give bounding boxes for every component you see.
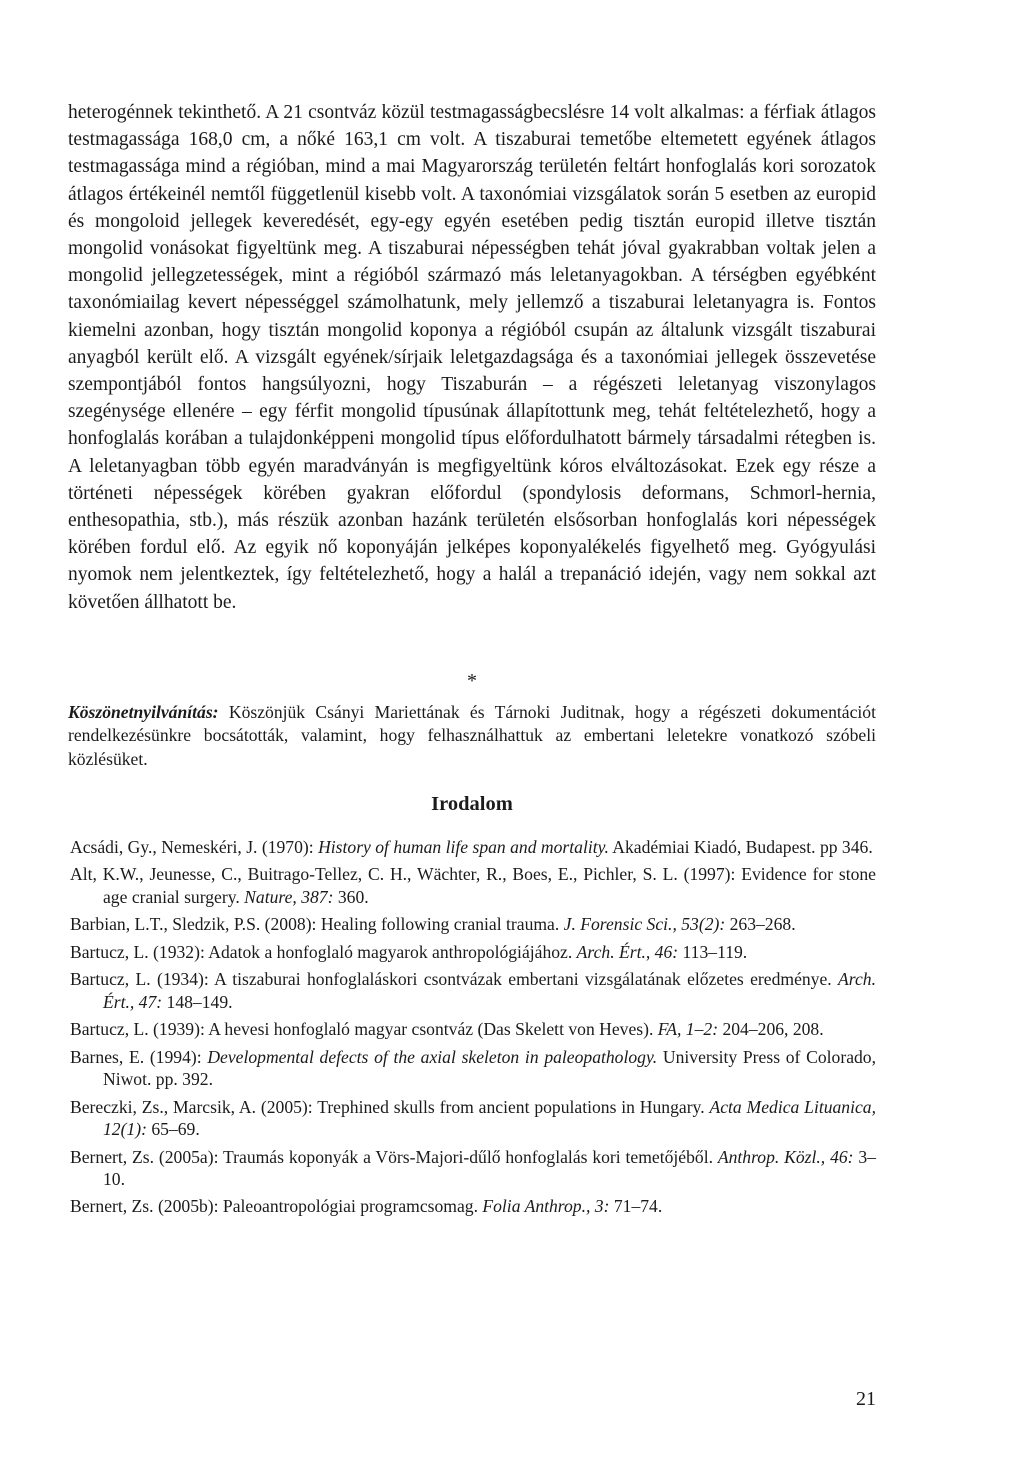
reference-text: University Press of Colorado, Niwot. pp. 392. [103, 1046, 876, 1090]
reference-item [70, 1046, 876, 1091]
references-list [70, 836, 876, 1218]
reference-item [70, 1195, 876, 1218]
reference-text: Bereczki, Zs., Marcsik, A. (2005): Trephined skulls from ancient populations in Hungary. [70, 1096, 710, 1117]
reference-text: 148–149. [162, 991, 233, 1012]
reference-text: 65–69. [146, 1119, 200, 1140]
reference-text: Barnes, E. (1994): [70, 1046, 208, 1067]
reference-italic: FA, 1–2: [657, 1019, 719, 1040]
reference-text: Bernert, Zs. (2005b): Paleoantropológiai programcsomag. [70, 1196, 483, 1217]
reference-italic: Arch. Ért., 46: [576, 941, 679, 962]
reference-item [70, 968, 876, 1013]
reference-item [70, 1018, 876, 1041]
reference-italic: Acta Medica Lituanica, 12(1): [103, 1096, 877, 1140]
reference-item [70, 863, 876, 908]
reference-item [70, 941, 876, 964]
reference-italic: Nature, 387: [244, 886, 334, 907]
reference-text: Bartucz, L. (1939): A hevesi honfoglaló magyar csontváz (Das Skelett von Heves). [70, 1019, 658, 1040]
reference-text: Bernert, Zs. (2005a): Traumás koponyák a Vörs-Majori-dűlő honfoglalás kori temetőjéből. [70, 1146, 718, 1167]
acknowledgement-text: Köszönjük Csányi Mariettának és Tárnoki Juditnak, hogy a régészeti dokumentációt rendelkezésünkre bocsátották, valamint, hogy felhasználhattuk az embertani leletekre vonatkozó szóbeli közlésüket. [68, 702, 876, 769]
acknowledgement-label: Köszönetnyilvánítás: [68, 702, 219, 722]
reference-text: 263–268. [725, 914, 796, 935]
reference-item [70, 836, 876, 859]
page-number: 21 [856, 1388, 876, 1410]
reference-item [70, 1146, 876, 1191]
reference-text: 71–74. [609, 1196, 663, 1217]
reference-italic: History of human life span and mortality. [318, 837, 609, 857]
reference-text: Alt, K.W., Jeunesse, C., Buitrago-Tellez, C. H., Wächter, R., Boes, E., Pichler, S. L. (1997): Evidence for stone age cranial surgery. [70, 864, 876, 907]
reference-text: Acsádi, Gy., Nemeskéri, J. (1970): [70, 837, 319, 857]
reference-italic: Developmental defects of the axial skeleton in paleopathology. [207, 1046, 658, 1067]
reference-italic: Anthrop. Közl., 46: [717, 1146, 854, 1167]
reference-italic: J. Forensic Sci., 53(2): [563, 914, 726, 935]
reference-text: 204–206, 208. [718, 1019, 824, 1040]
reference-item [70, 913, 876, 936]
reference-text: Bartucz, L. (1932): Adatok a honfoglaló magyarok anthropológiájához. [70, 941, 577, 962]
reference-text: Barbian, L.T., Sledzik, P.S. (2008): Healing following cranial trauma. [70, 914, 564, 935]
references-heading: Irodalom [431, 793, 513, 815]
reference-text: 113–119. [678, 941, 748, 962]
section-separator: * [467, 670, 477, 692]
reference-text: Akadémiai Kiadó, Budapest. pp 346. [608, 837, 873, 857]
reference-text: 360. [333, 886, 369, 907]
reference-italic: Folia Anthrop., 3: [482, 1196, 610, 1217]
reference-text: Bartucz, L. (1934): A tiszaburai honfoglaláskori csontvázak embertani vizsgálatának előzetes eredménye. [70, 969, 839, 990]
acknowledgement-paragraph [68, 701, 876, 771]
body-paragraph: heterogénnek tekinthető. A 21 csontváz közül testmagasságbecslésre 14 volt alkalmas: a férfiak átlagos testmagassága 168,0 cm, a nőké 163,1 cm volt. A tiszaburai temetőbe eltemetett egyének átlagos testmagassága mind a régióban, mind a mai Magyarország területén feltárt honfoglalás kori sorozatok átlagos értékeinél nemtől függetlenül kisebb volt. A taxonómiai vizsgálatok során 5 esetben az europid és mongoloid jellegek keveredését, egy-egy egyén esetében pedig tisztán europid illetve tisztán mongolid vonásokat figyeltünk meg. A tiszaburai népességben tehát jóval gyakrabban voltak jelen a mongolid jellegzetességek, mint a régióból származó más leletanyagokban. A térségben egyébként taxonómiailag kevert népességgel számolhatunk, mely jellemző a tiszaburai leletanyagra is. Fontos kiemelni azonban, hogy tisztán mongolid koponya a régióból csupán az általunk vizsgált tiszaburai anyagból került elő. A vizsgált egyének/sírjaik leletgazdagsága és a taxonómiai jellegek összevetése szempontjából fontos hangsúlyozni, hogy Tiszaburán – a régészeti leletanyag viszonylagos szegénysége ellenére – egy férfit mongolid típusúnak állapítottunk meg, tehát feltételezhető, hogy a honfoglalás korában a tulajdonképpeni mongolid típus előfordulhatott bármely társadalmi rétegben is. A leletanyagban több egyén maradványán is megfigyeltünk kóros elváltozásokat. Ezek egy része a történeti népességek körében gyakran előfordul (spondylosis deformans, Schmorl-hernia, enthesopathia, stb.), más részük azonban hazánk területén elsősorban honfoglalás kori népességek körében fordul elő. Az egyik nő koponyáján jelképes koponyalékelés figyelhető meg. Gyógyulási nyomok nem jelentkeztek, így feltételezhető, hogy a halál a trepanáció idején, vagy nem sokkal azt követően állhatott be. [68, 102, 876, 613]
reference-item [70, 1096, 876, 1141]
reference-italic: Arch. Ért., 47: [103, 969, 876, 1012]
reference-text: 3–10. [103, 1146, 876, 1190]
